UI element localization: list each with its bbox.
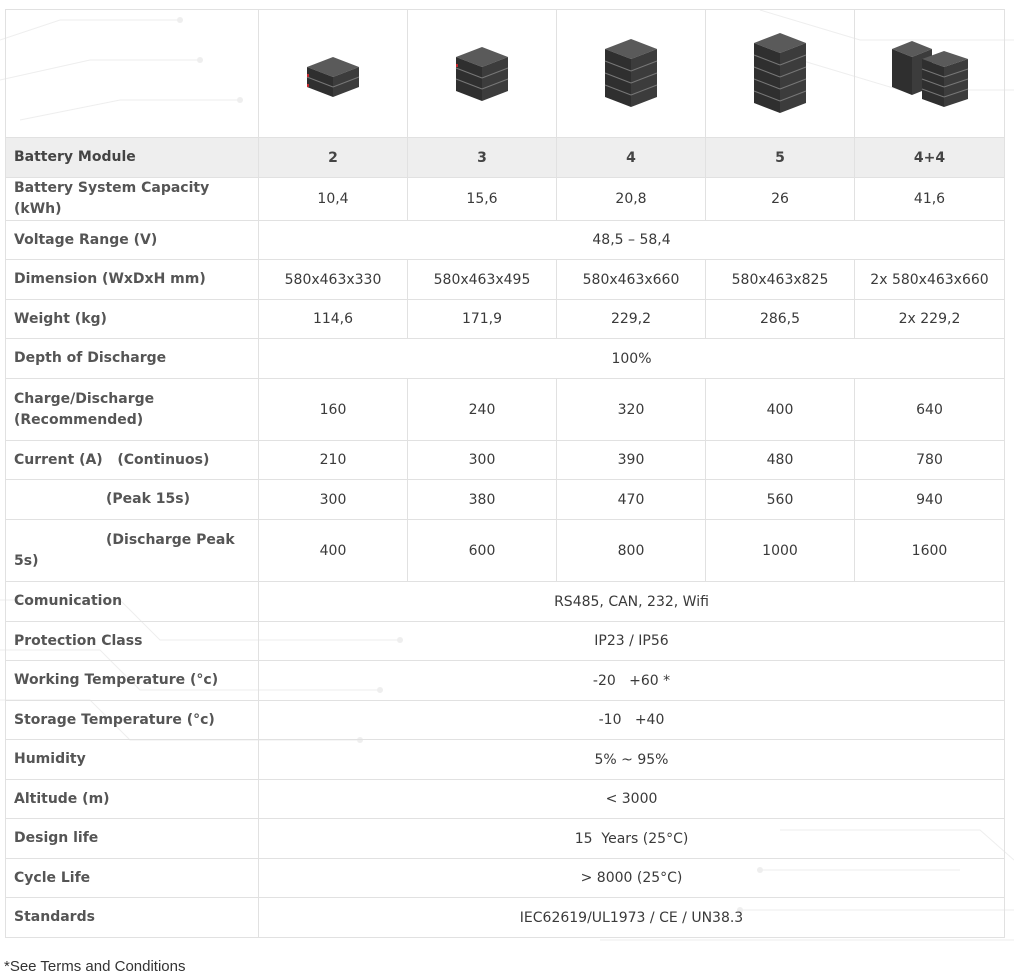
table-cell: 580x463x495 — [408, 260, 557, 300]
row-label: Protection Class — [6, 622, 259, 661]
table-cell: 640 — [855, 379, 1005, 441]
table-row-humidity — [6, 740, 1005, 780]
table-cell: 210 — [259, 441, 408, 480]
row-label: Voltage Range (V) — [6, 221, 259, 260]
battery-image-cell — [557, 10, 706, 138]
battery-spec-table-container — [5, 9, 1004, 938]
battery-stack-4plus4-icon — [888, 39, 972, 109]
row-label-sub: (Peak 15s) — [106, 491, 190, 507]
battery-image-cell — [408, 10, 557, 138]
table-row-dod — [6, 339, 1005, 379]
row-label: Depth of Discharge — [6, 339, 259, 379]
table-cell: 800 — [557, 520, 706, 582]
table-cell-merged: > 8000 (25°C) — [259, 859, 1005, 898]
table-cell: 229,2 — [557, 300, 706, 339]
table-row-capacity — [6, 178, 1005, 221]
row-label-sub: (Discharge Peak — [106, 531, 235, 548]
image-row-empty-cell — [6, 10, 259, 138]
table-row-current-peak — [6, 480, 1005, 520]
battery-stack-3-icon — [452, 43, 512, 105]
row-label — [6, 379, 259, 441]
table-cell: 26 — [706, 178, 855, 221]
table-cell-merged: 15 Years (25°C) — [259, 819, 1005, 859]
table-cell: 390 — [557, 441, 706, 480]
battery-image-cell — [855, 10, 1005, 138]
table-cell: 300 — [259, 480, 408, 520]
battery-stack-5-icon — [750, 31, 810, 117]
header-cell: 3 — [408, 138, 557, 178]
footnote: *See Terms and Conditions — [4, 958, 186, 975]
battery-spec-table — [5, 9, 1005, 938]
table-cell: 560 — [706, 480, 855, 520]
table-cell: 600 — [408, 520, 557, 582]
row-label — [6, 480, 259, 520]
table-cell: 160 — [259, 379, 408, 441]
row-label: Working Temperature (°c) — [6, 661, 259, 701]
row-label: Cycle Life — [6, 859, 259, 898]
table-cell: 580x463x825 — [706, 260, 855, 300]
table-cell-merged: 48,5 – 58,4 — [259, 221, 1005, 260]
table-cell-merged: 100% — [259, 339, 1005, 379]
image-row — [6, 10, 1005, 138]
row-label: Battery System Capacity (kWh) — [6, 178, 259, 221]
table-cell-merged: RS485, CAN, 232, Wifi — [259, 582, 1005, 622]
table-cell-merged: -20 +60 * — [259, 661, 1005, 701]
table-row-communication — [6, 582, 1005, 622]
table-cell: 240 — [408, 379, 557, 441]
table-cell: 2x 229,2 — [855, 300, 1005, 339]
table-cell: 480 — [706, 441, 855, 480]
table-cell: 20,8 — [557, 178, 706, 221]
table-cell-merged: IP23 / IP56 — [259, 622, 1005, 661]
table-cell: 15,6 — [408, 178, 557, 221]
header-cell: 4+4 — [855, 138, 1005, 178]
row-label: Weight (kg) — [6, 300, 259, 339]
row-label-sub: 5s) — [14, 552, 39, 569]
row-label-main: Current (A) — [14, 451, 103, 468]
row-label: Altitude (m) — [6, 780, 259, 819]
header-row — [6, 138, 1005, 178]
row-label: Comunication — [6, 582, 259, 622]
table-row-protection — [6, 622, 1005, 661]
row-label — [6, 520, 259, 582]
table-cell-merged: IEC62619/UL1973 / CE / UN38.3 — [259, 898, 1005, 938]
table-cell: 580x463x330 — [259, 260, 408, 300]
table-row-charge — [6, 379, 1005, 441]
row-label: Design life — [6, 819, 259, 859]
table-cell: 1000 — [706, 520, 855, 582]
row-label: Storage Temperature (°c) — [6, 701, 259, 740]
battery-image-cell — [706, 10, 855, 138]
table-row-design-life — [6, 819, 1005, 859]
table-cell: 380 — [408, 480, 557, 520]
row-label: Humidity — [6, 740, 259, 780]
battery-stack-2-icon — [303, 49, 363, 99]
header-label: Battery Module — [6, 138, 259, 178]
table-cell: 470 — [557, 480, 706, 520]
header-cell: 2 — [259, 138, 408, 178]
table-cell-merged: 5% ~ 95% — [259, 740, 1005, 780]
row-label-line: Charge/Discharge — [14, 390, 155, 407]
table-cell: 286,5 — [706, 300, 855, 339]
battery-stack-4-icon — [601, 37, 661, 111]
header-cell: 5 — [706, 138, 855, 178]
row-label — [6, 441, 259, 480]
row-label: Dimension (WxDxH mm) — [6, 260, 259, 300]
row-label-sub: (Continuos) — [117, 451, 210, 468]
row-label: Standards — [6, 898, 259, 938]
battery-image-cell — [259, 10, 408, 138]
table-cell: 400 — [706, 379, 855, 441]
table-cell: 1600 — [855, 520, 1005, 582]
table-cell: 780 — [855, 441, 1005, 480]
table-row-voltage — [6, 221, 1005, 260]
table-row-weight — [6, 300, 1005, 339]
table-row-current-continuous — [6, 441, 1005, 480]
table-cell: 940 — [855, 480, 1005, 520]
table-row-current-discharge-peak — [6, 520, 1005, 582]
table-row-dimension — [6, 260, 1005, 300]
table-cell: 320 — [557, 379, 706, 441]
table-row-storage-temp — [6, 701, 1005, 740]
table-row-working-temp — [6, 661, 1005, 701]
header-cell: 4 — [557, 138, 706, 178]
table-row-standards — [6, 898, 1005, 938]
table-cell-merged: < 3000 — [259, 780, 1005, 819]
row-label-line: (Recommended) — [14, 411, 144, 428]
table-cell-merged: -10 +40 — [259, 701, 1005, 740]
table-cell: 10,4 — [259, 178, 408, 221]
table-cell: 580x463x660 — [557, 260, 706, 300]
table-cell: 114,6 — [259, 300, 408, 339]
table-cell: 41,6 — [855, 178, 1005, 221]
table-row-altitude — [6, 780, 1005, 819]
table-cell: 2x 580x463x660 — [855, 260, 1005, 300]
table-cell: 400 — [259, 520, 408, 582]
table-cell: 171,9 — [408, 300, 557, 339]
table-cell: 300 — [408, 441, 557, 480]
table-row-cycle-life — [6, 859, 1005, 898]
